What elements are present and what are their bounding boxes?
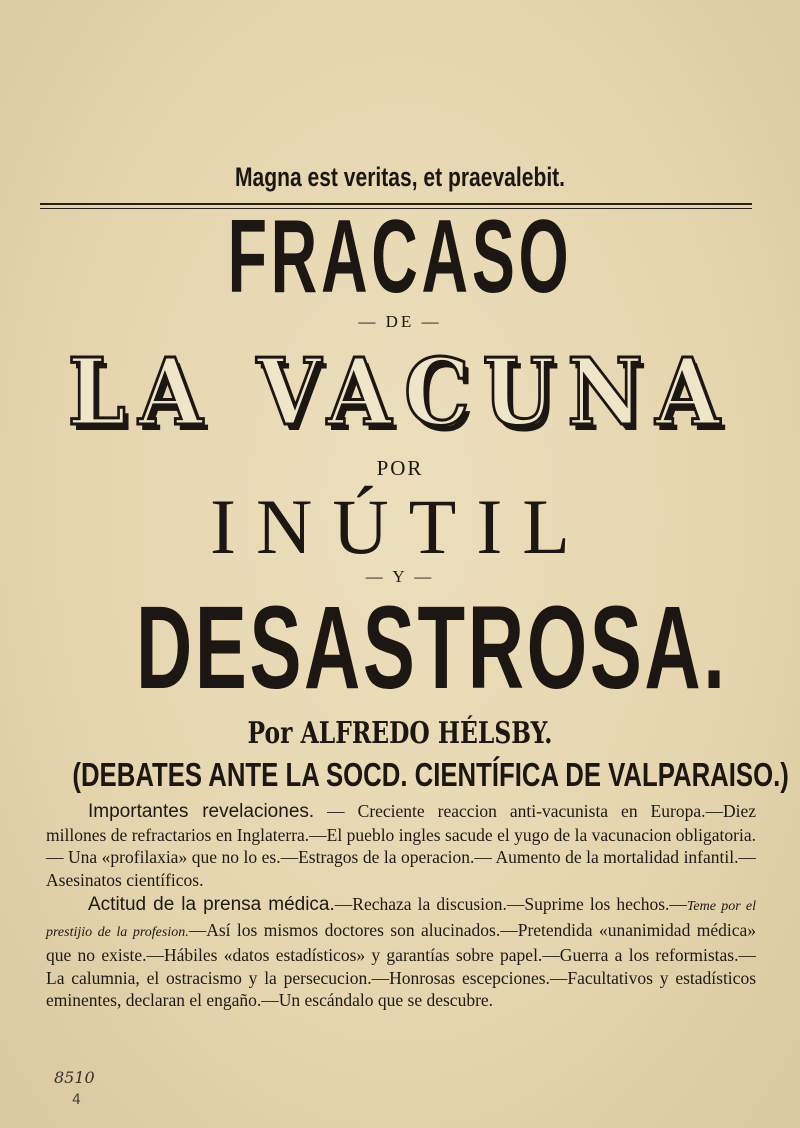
title-fracaso: FRACASO (227, 199, 573, 315)
title-separator-de: — DE — (358, 312, 442, 331)
author-line: Por ALFREDO HÉLSBY. (247, 716, 553, 751)
debates-subtitle: (DEBATES ANTE LA SOCD. CIENTÍFICA DE VALPARAISO.) (72, 756, 789, 793)
paragraph-italic-phrase: Teme por el prestijio de la profesion. (46, 899, 756, 940)
title-separator-y: — Y — (365, 567, 435, 586)
motto: Magna est veritas, et praevalebit. (234, 162, 566, 192)
title-desastrosa: DESASTROSA. (136, 582, 728, 714)
title-la-vacuna: LA VACUNA (67, 338, 733, 446)
paragraph-text: —Así los mismos doctores son alucinados.—Pretendida «unanimidad médica» que no existe.—Hábiles «datos estadísticos» y garantías sobre papel.—Guerra a los reformistas.— La calumnia, el ostracismo y la persecucion.—Honrosas escepciones.—Facultativos y estadísticos eminentes, declaran el engaño.—Un escándalo que se descubre. (46, 919, 756, 1010)
paragraph-text: —Rechaza la discusion.—Suprime los hechos.— (334, 894, 687, 914)
paragraph-revelaciones (46, 800, 756, 891)
stamp-mark: 4 (72, 1092, 81, 1108)
handwritten-note: 8510 (54, 1068, 95, 1087)
paragraph-prensa-medica (46, 893, 756, 1012)
paragraph-text: — Creciente reaccion anti-vacunista en Europa.—Diez millones de refractarios en Inglaterra.—El pueblo ingles sacude el yugo de la vacunacion obligatoria.— Una «profilaxia» que no lo es.—Estragos de la operacion.— Aumento de la mortalidad infantil.—Asesinatos científicos. (46, 801, 756, 890)
title-inutil: INÚTIL (210, 483, 590, 570)
paragraph-lead: Actitud de la prensa médica. (88, 894, 335, 915)
title-por: POR (376, 456, 424, 480)
paragraph-lead: Importantes revelaciones. (88, 801, 315, 822)
summary-body (46, 800, 756, 1012)
